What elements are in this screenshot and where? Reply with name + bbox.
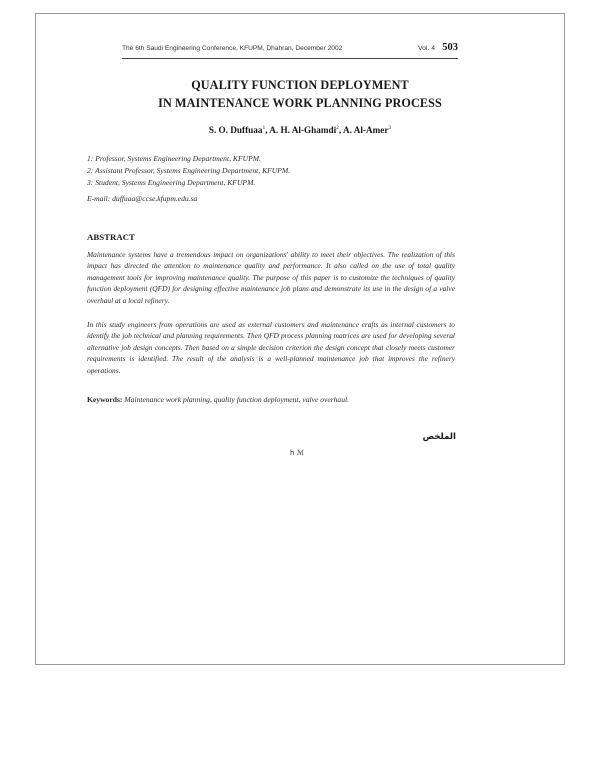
- author-affiliation-mark: 1: [262, 125, 266, 131]
- keywords-text: Maintenance work planning, quality function deployment, valve overhaul.: [124, 395, 350, 404]
- contact-email: E-mail: duffuaa@ccse.kfupm.edu.sa: [87, 194, 198, 203]
- author-affiliation-mark: 3: [388, 125, 392, 131]
- affiliation-item: 2: Assistant Professor, Systems Engineering Department, KFUPM.: [87, 166, 291, 175]
- author-name: S. O. Duffuaa: [208, 125, 263, 136]
- title-line-2: IN MAINTENANCE WORK PLANNING PROCESS: [158, 96, 442, 110]
- title-line-1: QUALITY FUNCTION DEPLOYMENT: [191, 78, 409, 92]
- author-name: A. H. Al-Ghamdi: [269, 125, 337, 136]
- keywords-label: Keywords:: [87, 395, 123, 404]
- author-name: A. Al-Amer: [343, 125, 389, 136]
- volume-label: Vol. 4: [418, 45, 436, 52]
- abstract-paragraph: Maintenance systems have a tremendous impact on organizations' ability to meet their objectives. The realization of this impact has directed the attention to maintenance quality and performance. It also called on the use of total quality management tools for improving maintenance quality. The purpose of this paper is to customize the techniques of quality function deployment (QFD) for designing effective maintenance job plans and demonstrate its use in the design of a valve overhaul at a local refinery.: [87, 250, 455, 305]
- affiliation-item: 3: Student, Systems Engineering Department, KFUPM.: [87, 178, 256, 187]
- paper-title: [86, 76, 514, 112]
- keywords: [87, 395, 455, 404]
- author-affiliation-mark: 2: [336, 125, 339, 131]
- abstract-heading: ABSTRACT: [87, 232, 135, 242]
- abstract-paragraph: In this study engineers from operations are used as external customers and maintenance crafts as internal customers to identify the job technical and planning requirements. Then QFD process planning matrices are used for developing several alternative job design concepts. Then based on a simple decision criterion the design concept that closely meets customer requirements is identified. The result of the analysis is a well-planned maintenance job that improves the refinery operations.: [87, 320, 455, 375]
- conference-name: The 6th Saudi Engineering Conference, KFUPM, Dhahran, December 2002: [122, 45, 343, 52]
- arabic-text-fragment: h ℳ: [290, 449, 305, 457]
- running-header: [122, 42, 458, 59]
- arabic-abstract-heading: الملخص: [422, 432, 456, 442]
- affiliation-item: 1: Professor, Systems Engineering Department, KFUPM.: [87, 154, 261, 163]
- author-list: S. O. Duffuaa$^1$, A. H. Al-Ghamdi$^2$, A. Al-Amer$^3$: [208, 125, 392, 136]
- affiliation-list: [87, 153, 290, 189]
- page-number: 503: [442, 42, 458, 53]
